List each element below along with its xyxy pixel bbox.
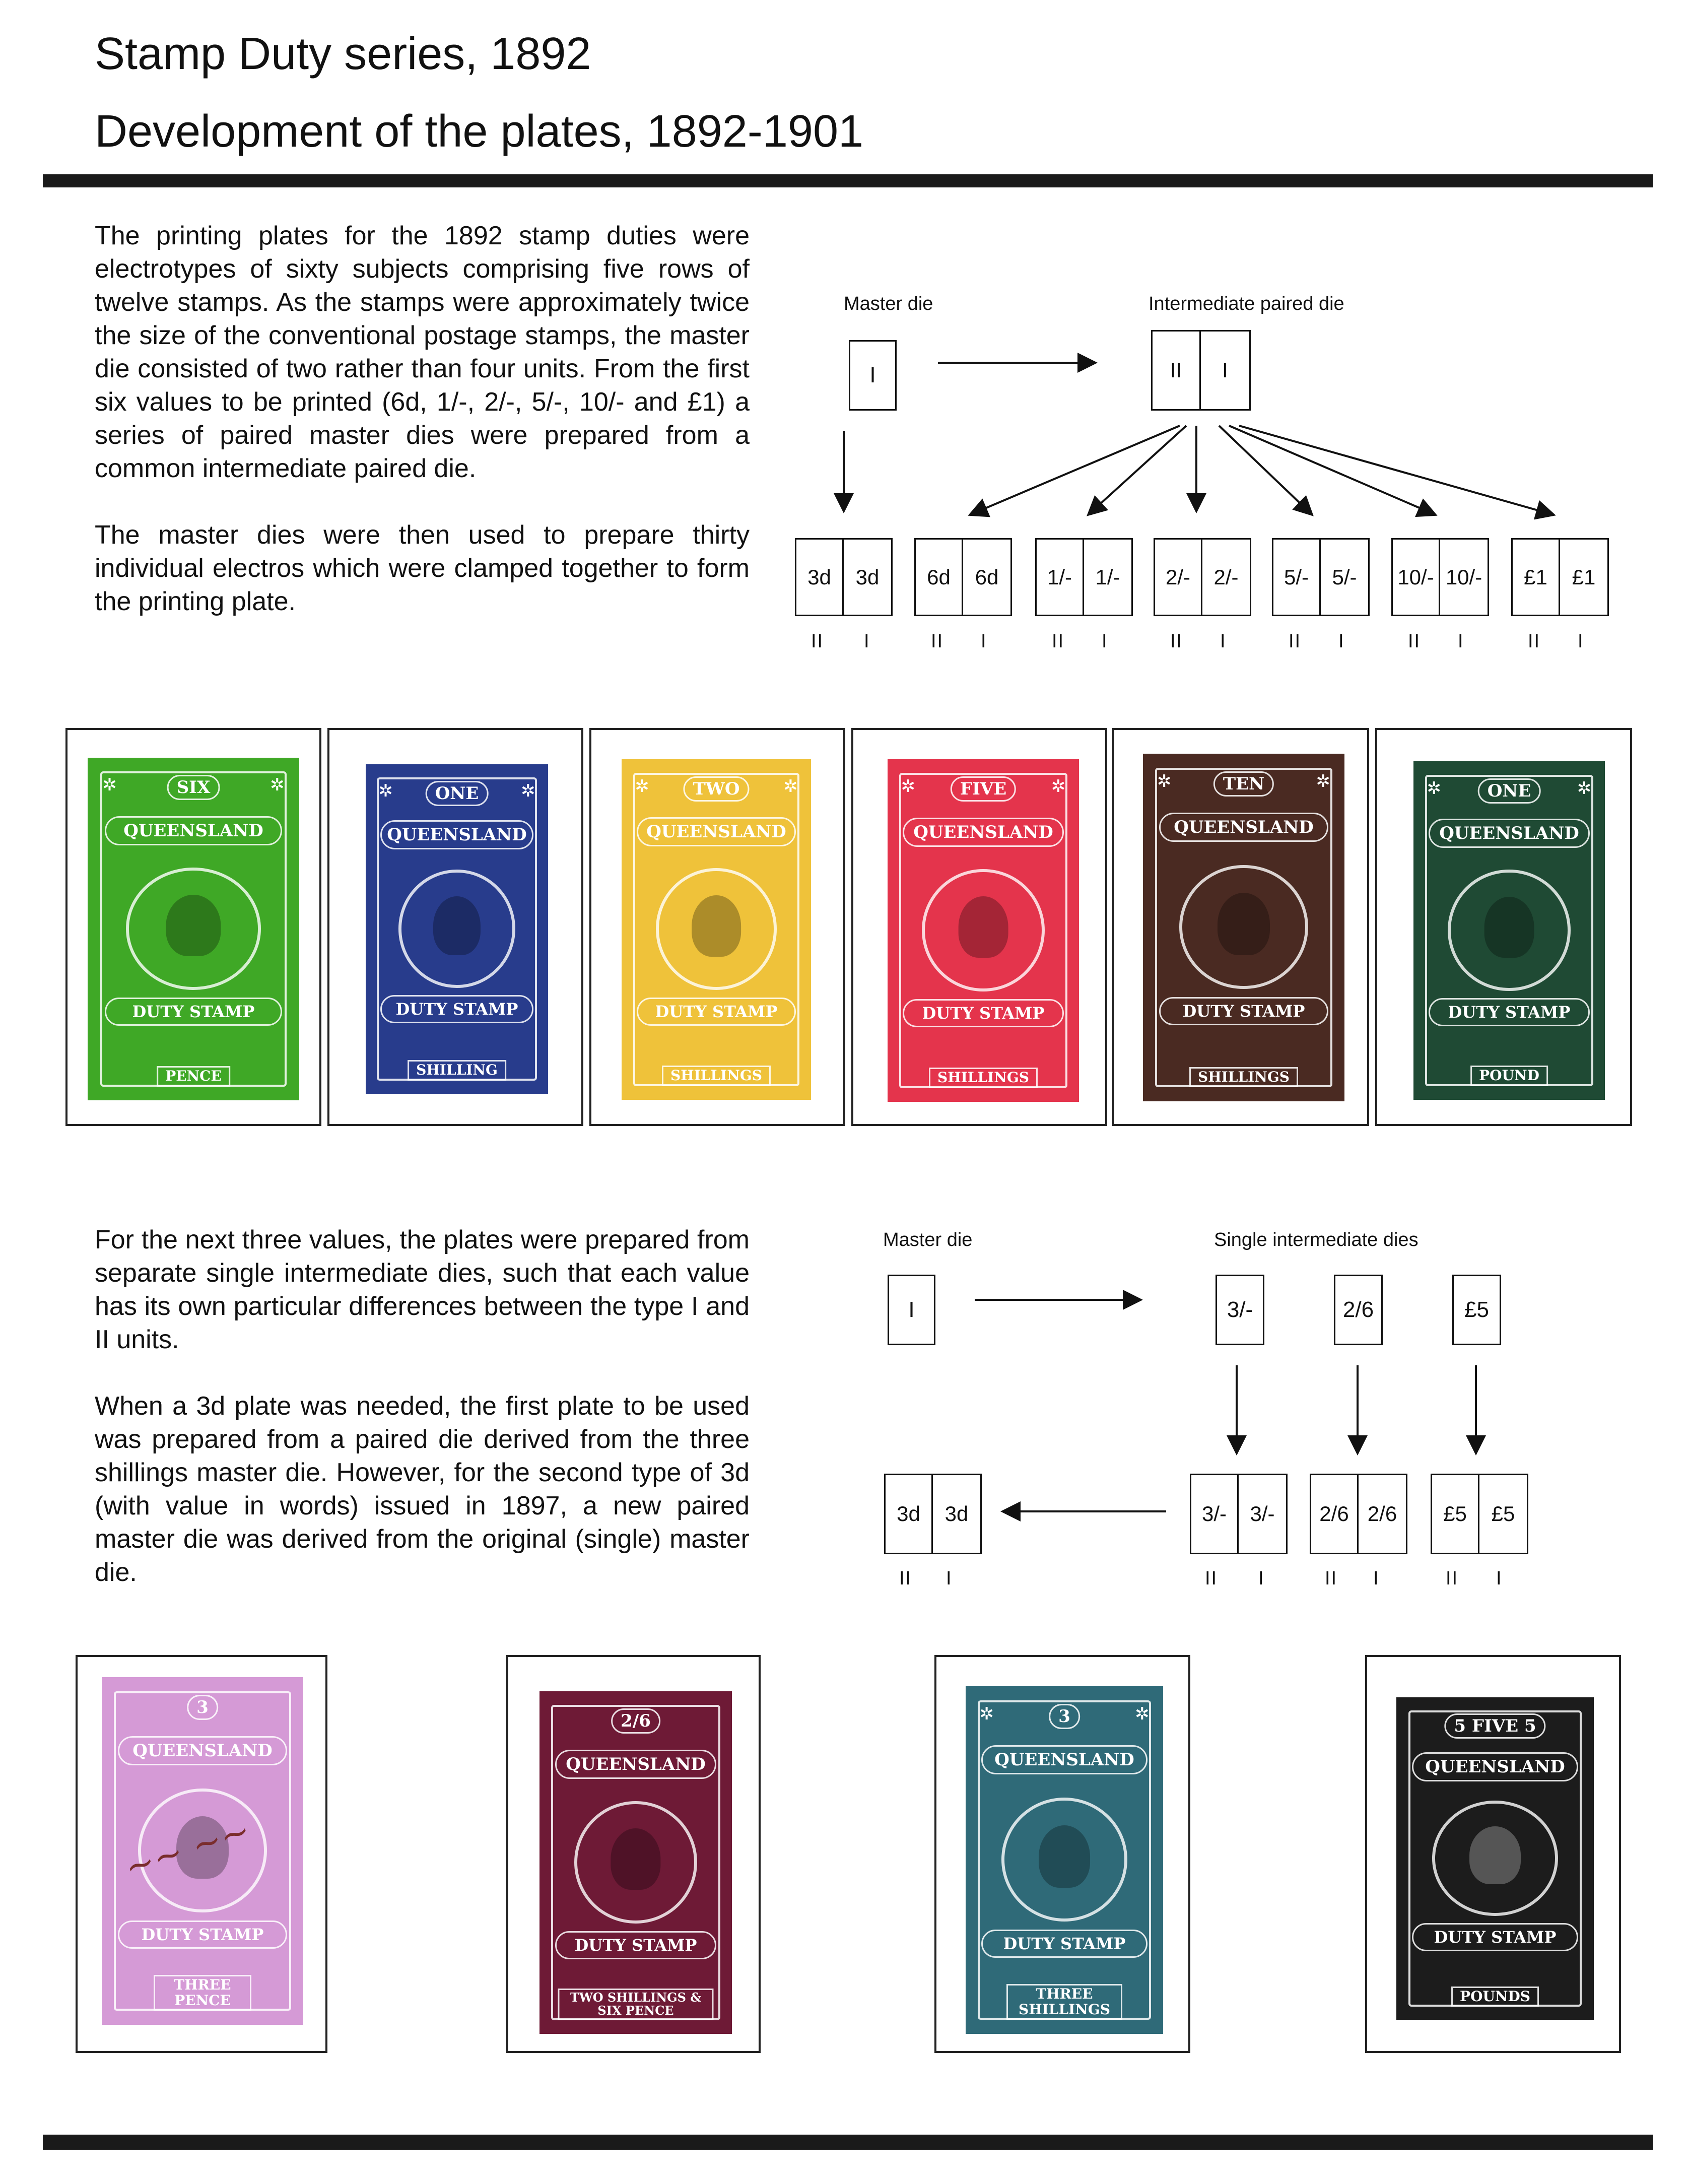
stamp-duty-label: DUTY STAMP <box>1429 998 1589 1026</box>
type-label-i: I <box>1258 1568 1265 1589</box>
paired-die-3d <box>884 1474 982 1554</box>
paired-die-right: £1 <box>1560 538 1609 616</box>
type-label-ii: II <box>1289 631 1302 652</box>
star-ornament: ✲ <box>783 776 798 796</box>
stamp-value-bottom: POUND <box>1470 1066 1548 1086</box>
bottom-rule <box>43 2135 1653 2150</box>
stamp-frame <box>76 1655 327 2053</box>
paired-die-right: £5 <box>1479 1474 1528 1554</box>
type-label-i: I <box>1578 631 1584 652</box>
section2-paragraph-2: When a 3d plate was needed, the first plate to be used was prepared from a paired die derived from the three shillings master die. However, for the second type of 3d (with value in words) issued in 1897, a new paired master die was derived from the original (single) master die. <box>95 1392 750 1587</box>
stamp-value-top: ONE <box>426 781 489 806</box>
paired-die-right: 3d <box>933 1474 982 1554</box>
queen-portrait <box>1039 1825 1090 1888</box>
paired-die-right: 6d <box>963 538 1012 616</box>
paired-die-10s <box>1391 538 1489 616</box>
stamp-value-top: 3 <box>1049 1704 1080 1729</box>
paired-die-5pound <box>1431 1474 1528 1554</box>
star-ornament: ✲ <box>1157 771 1172 791</box>
paired-die-3d <box>795 538 893 616</box>
paired-die-left: 10/- <box>1391 538 1440 616</box>
master-die-box: I <box>888 1275 935 1345</box>
type-label-i: I <box>1102 631 1108 652</box>
type-label-i: I <box>864 631 870 652</box>
stamp-value-bottom: SHILLINGS <box>929 1068 1038 1088</box>
stamp-frame <box>934 1655 1190 2053</box>
paired-die-left: 3/- <box>1190 1474 1239 1554</box>
stamp-ten-shillings <box>1143 754 1344 1101</box>
paired-die-1pound <box>1511 538 1609 616</box>
type-label-ii: II <box>931 631 944 652</box>
stamp-one-pound <box>1413 761 1605 1100</box>
section1-paragraph-1: The printing plates for the 1892 stamp duties were electrotypes of sixty subjects comprising five rows of twelve stamps. As the stamps were approximately twice the size of the conventional postage stamps, the master die consisted of two rather than four units. From the first six values to be printed (6d, 1/-, 2/-, 5/-, 10/- and £1) a series of paired master dies were prepared from a common intermediate paired die. <box>95 221 750 483</box>
stamp-three-pence <box>102 1677 303 2025</box>
stamp-one-shilling <box>366 764 548 1094</box>
stamp-frame <box>589 728 845 1126</box>
stamp-duty-label: DUTY STAMP <box>380 995 533 1023</box>
stamp-two-shillings-six-pence <box>539 1691 732 2034</box>
type-label-i: I <box>946 1568 953 1589</box>
stamp-duty-label: DUTY STAMP <box>1159 997 1328 1025</box>
star-ornament: ✲ <box>1135 1704 1150 1724</box>
stamp-frame <box>65 728 321 1126</box>
stamp-three-shillings <box>966 1686 1163 2034</box>
single-die-2s6d: 2/6 <box>1334 1275 1383 1345</box>
stamp-frame <box>1365 1655 1621 2053</box>
stamp-duty-label: DUTY STAMP <box>637 998 796 1026</box>
type-label-ii: II <box>1205 1568 1218 1589</box>
stamp-value-top: TEN <box>1213 771 1274 797</box>
stamp-value-top: 3 <box>187 1695 218 1720</box>
star-ornament: ✲ <box>979 1704 994 1724</box>
type-label-ii: II <box>811 631 824 652</box>
star-ornament: ✲ <box>1577 778 1592 798</box>
stamp-value-top: 2/6 <box>611 1708 660 1734</box>
stamp-frame <box>851 728 1107 1126</box>
page-subtitle: Development of the plates, 1892-1901 <box>95 106 864 157</box>
stamp-value-top: FIVE <box>951 776 1016 802</box>
stamp-country: QUEENSLAND <box>903 818 1063 847</box>
paired-die-right: 2/- <box>1202 538 1251 616</box>
type-label-ii: II <box>1170 631 1183 652</box>
type-label-ii: II <box>1408 631 1421 652</box>
paired-die-left: 6d <box>914 538 963 616</box>
star-ornament: ✲ <box>1427 778 1442 798</box>
type-label-ii: II <box>1325 1568 1338 1589</box>
stamp-value-bottom: SHILLING <box>408 1060 506 1081</box>
paired-die-right: 10/- <box>1440 538 1489 616</box>
stamp-duty-label: DUTY STAMP <box>1412 1923 1578 1951</box>
stamp-six-pence <box>88 758 299 1100</box>
stamp-duty-label: DUTY STAMP <box>903 999 1063 1027</box>
paired-die-3s <box>1190 1474 1288 1554</box>
stamp-country: QUEENSLAND <box>118 1736 287 1765</box>
stamp-country: QUEENSLAND <box>637 817 796 846</box>
stamp-value-bottom: TWO SHILLINGS & SIX PENCE <box>558 1989 713 2020</box>
type-label-i: I <box>981 631 987 652</box>
paired-die-left: 3d <box>795 538 844 616</box>
section2-paragraph-1: For the next three values, the plates were prepared from separate single intermediate dies, such that each value has its own particular differences between the type I and II units. <box>95 1225 750 1354</box>
manuscript-cancellation: ~~ ~~ <box>119 1809 255 1889</box>
queen-portrait <box>433 896 481 956</box>
paired-die-5s <box>1272 538 1370 616</box>
type-label-ii: II <box>1528 631 1541 652</box>
stamp-frame <box>1375 728 1632 1126</box>
intermediate-paired-die <box>1151 330 1251 411</box>
stamp-country: QUEENSLAND <box>105 816 283 845</box>
star-ornament: ✲ <box>521 781 535 801</box>
type-label-ii: II <box>899 1568 912 1589</box>
type-label-i: I <box>1373 1568 1380 1589</box>
paired-die-6d <box>914 538 1012 616</box>
stamp-duty-label: DUTY STAMP <box>555 1931 717 1959</box>
paired-die-left: £1 <box>1511 538 1560 616</box>
paired-die-left: 2/- <box>1154 538 1202 616</box>
paired-die-right: 3/- <box>1239 1474 1288 1554</box>
stamp-value-bottom: POUNDS <box>1451 1987 1539 2007</box>
stamp-duty-label: DUTY STAMP <box>981 1930 1147 1958</box>
single-die-3s: 3/- <box>1216 1275 1264 1345</box>
paired-die-right: 3d <box>844 538 893 616</box>
type-label-i: I <box>1458 631 1464 652</box>
paired-die-left: 3d <box>884 1474 933 1554</box>
type-label-i: I <box>1338 631 1345 652</box>
type-label-i: I <box>1496 1568 1503 1589</box>
star-ornament: ✲ <box>1316 771 1330 791</box>
master-die-box: I <box>849 340 897 411</box>
type-label-i: I <box>1220 631 1227 652</box>
stamp-country: QUEENSLAND <box>981 1745 1147 1774</box>
stamp-frame <box>506 1655 761 2053</box>
star-ornament: ✲ <box>378 781 393 801</box>
stamp-frame <box>327 728 583 1126</box>
queen-portrait <box>959 896 1008 958</box>
paired-die-right: 2/6 <box>1359 1474 1407 1554</box>
stamp-country: QUEENSLAND <box>1159 813 1328 842</box>
stamp-value-bottom: THREE SHILLINGS <box>1006 1984 1122 2020</box>
stamp-country: QUEENSLAND <box>1429 819 1589 848</box>
queen-portrait <box>692 895 741 957</box>
star-ornament: ✲ <box>635 776 649 796</box>
master-die-label: Master die <box>844 293 933 314</box>
stamp-two-shillings <box>622 759 811 1100</box>
section2-text <box>95 1223 750 1589</box>
stamp-country: QUEENSLAND <box>1412 1752 1578 1781</box>
stamp-value-top: SIX <box>167 775 220 800</box>
intermediate-die-label: Intermediate paired die <box>1149 293 1344 314</box>
star-ornament: ✲ <box>270 775 285 795</box>
paired-die-left: 2/6 <box>1310 1474 1359 1554</box>
queen-portrait <box>1484 897 1534 958</box>
queen-portrait <box>166 895 221 956</box>
queen-portrait <box>611 1828 660 1890</box>
single-intermediate-label: Single intermediate dies <box>1214 1229 1419 1250</box>
star-ornament: ✲ <box>901 777 916 796</box>
stamp-five-pounds <box>1396 1697 1594 2020</box>
stamp-frame <box>1112 728 1369 1126</box>
stamp-value-top: 5 FIVE 5 <box>1444 1713 1545 1739</box>
queen-portrait <box>1469 1826 1521 1884</box>
intermediate-die-left: II <box>1151 330 1201 411</box>
stamp-five-shillings <box>888 759 1079 1102</box>
paired-die-left: £5 <box>1431 1474 1479 1554</box>
single-die-5pound: £5 <box>1452 1275 1501 1345</box>
type-label-ii: II <box>1052 631 1065 652</box>
stamp-country: QUEENSLAND <box>555 1750 717 1779</box>
paired-die-right: 5/- <box>1321 538 1370 616</box>
page-title: Stamp Duty series, 1892 <box>95 29 591 79</box>
master-die-label: Master die <box>883 1229 973 1250</box>
stamp-value-top: ONE <box>1478 778 1541 804</box>
stamp-country: QUEENSLAND <box>380 820 533 849</box>
paired-die-left: 5/- <box>1272 538 1321 616</box>
section1-paragraph-2: The master dies were then used to prepare thirty individual electros which were clamped together to form the printing plate. <box>95 520 750 616</box>
paired-die-2s6d <box>1310 1474 1407 1554</box>
stamp-duty-label: DUTY STAMP <box>118 1921 287 1949</box>
paired-die-2s <box>1154 538 1251 616</box>
paired-die-1s <box>1035 538 1133 616</box>
star-ornament: ✲ <box>102 775 117 795</box>
star-ornament: ✲ <box>1051 777 1066 796</box>
type-label-ii: II <box>1446 1568 1459 1589</box>
stamp-value-bottom: PENCE <box>157 1066 230 1087</box>
stamp-value-top: TWO <box>683 776 749 802</box>
stamp-value-bottom: SHILLINGS <box>662 1066 771 1086</box>
stamp-value-bottom: SHILLINGS <box>1189 1067 1298 1088</box>
paired-die-right: 1/- <box>1084 538 1133 616</box>
stamp-duty-label: DUTY STAMP <box>105 998 283 1026</box>
queen-portrait <box>1218 893 1270 955</box>
stamp-value-bottom: THREE PENCE <box>154 1975 251 2011</box>
paired-die-left: 1/- <box>1035 538 1084 616</box>
intermediate-die-right: I <box>1201 330 1251 411</box>
